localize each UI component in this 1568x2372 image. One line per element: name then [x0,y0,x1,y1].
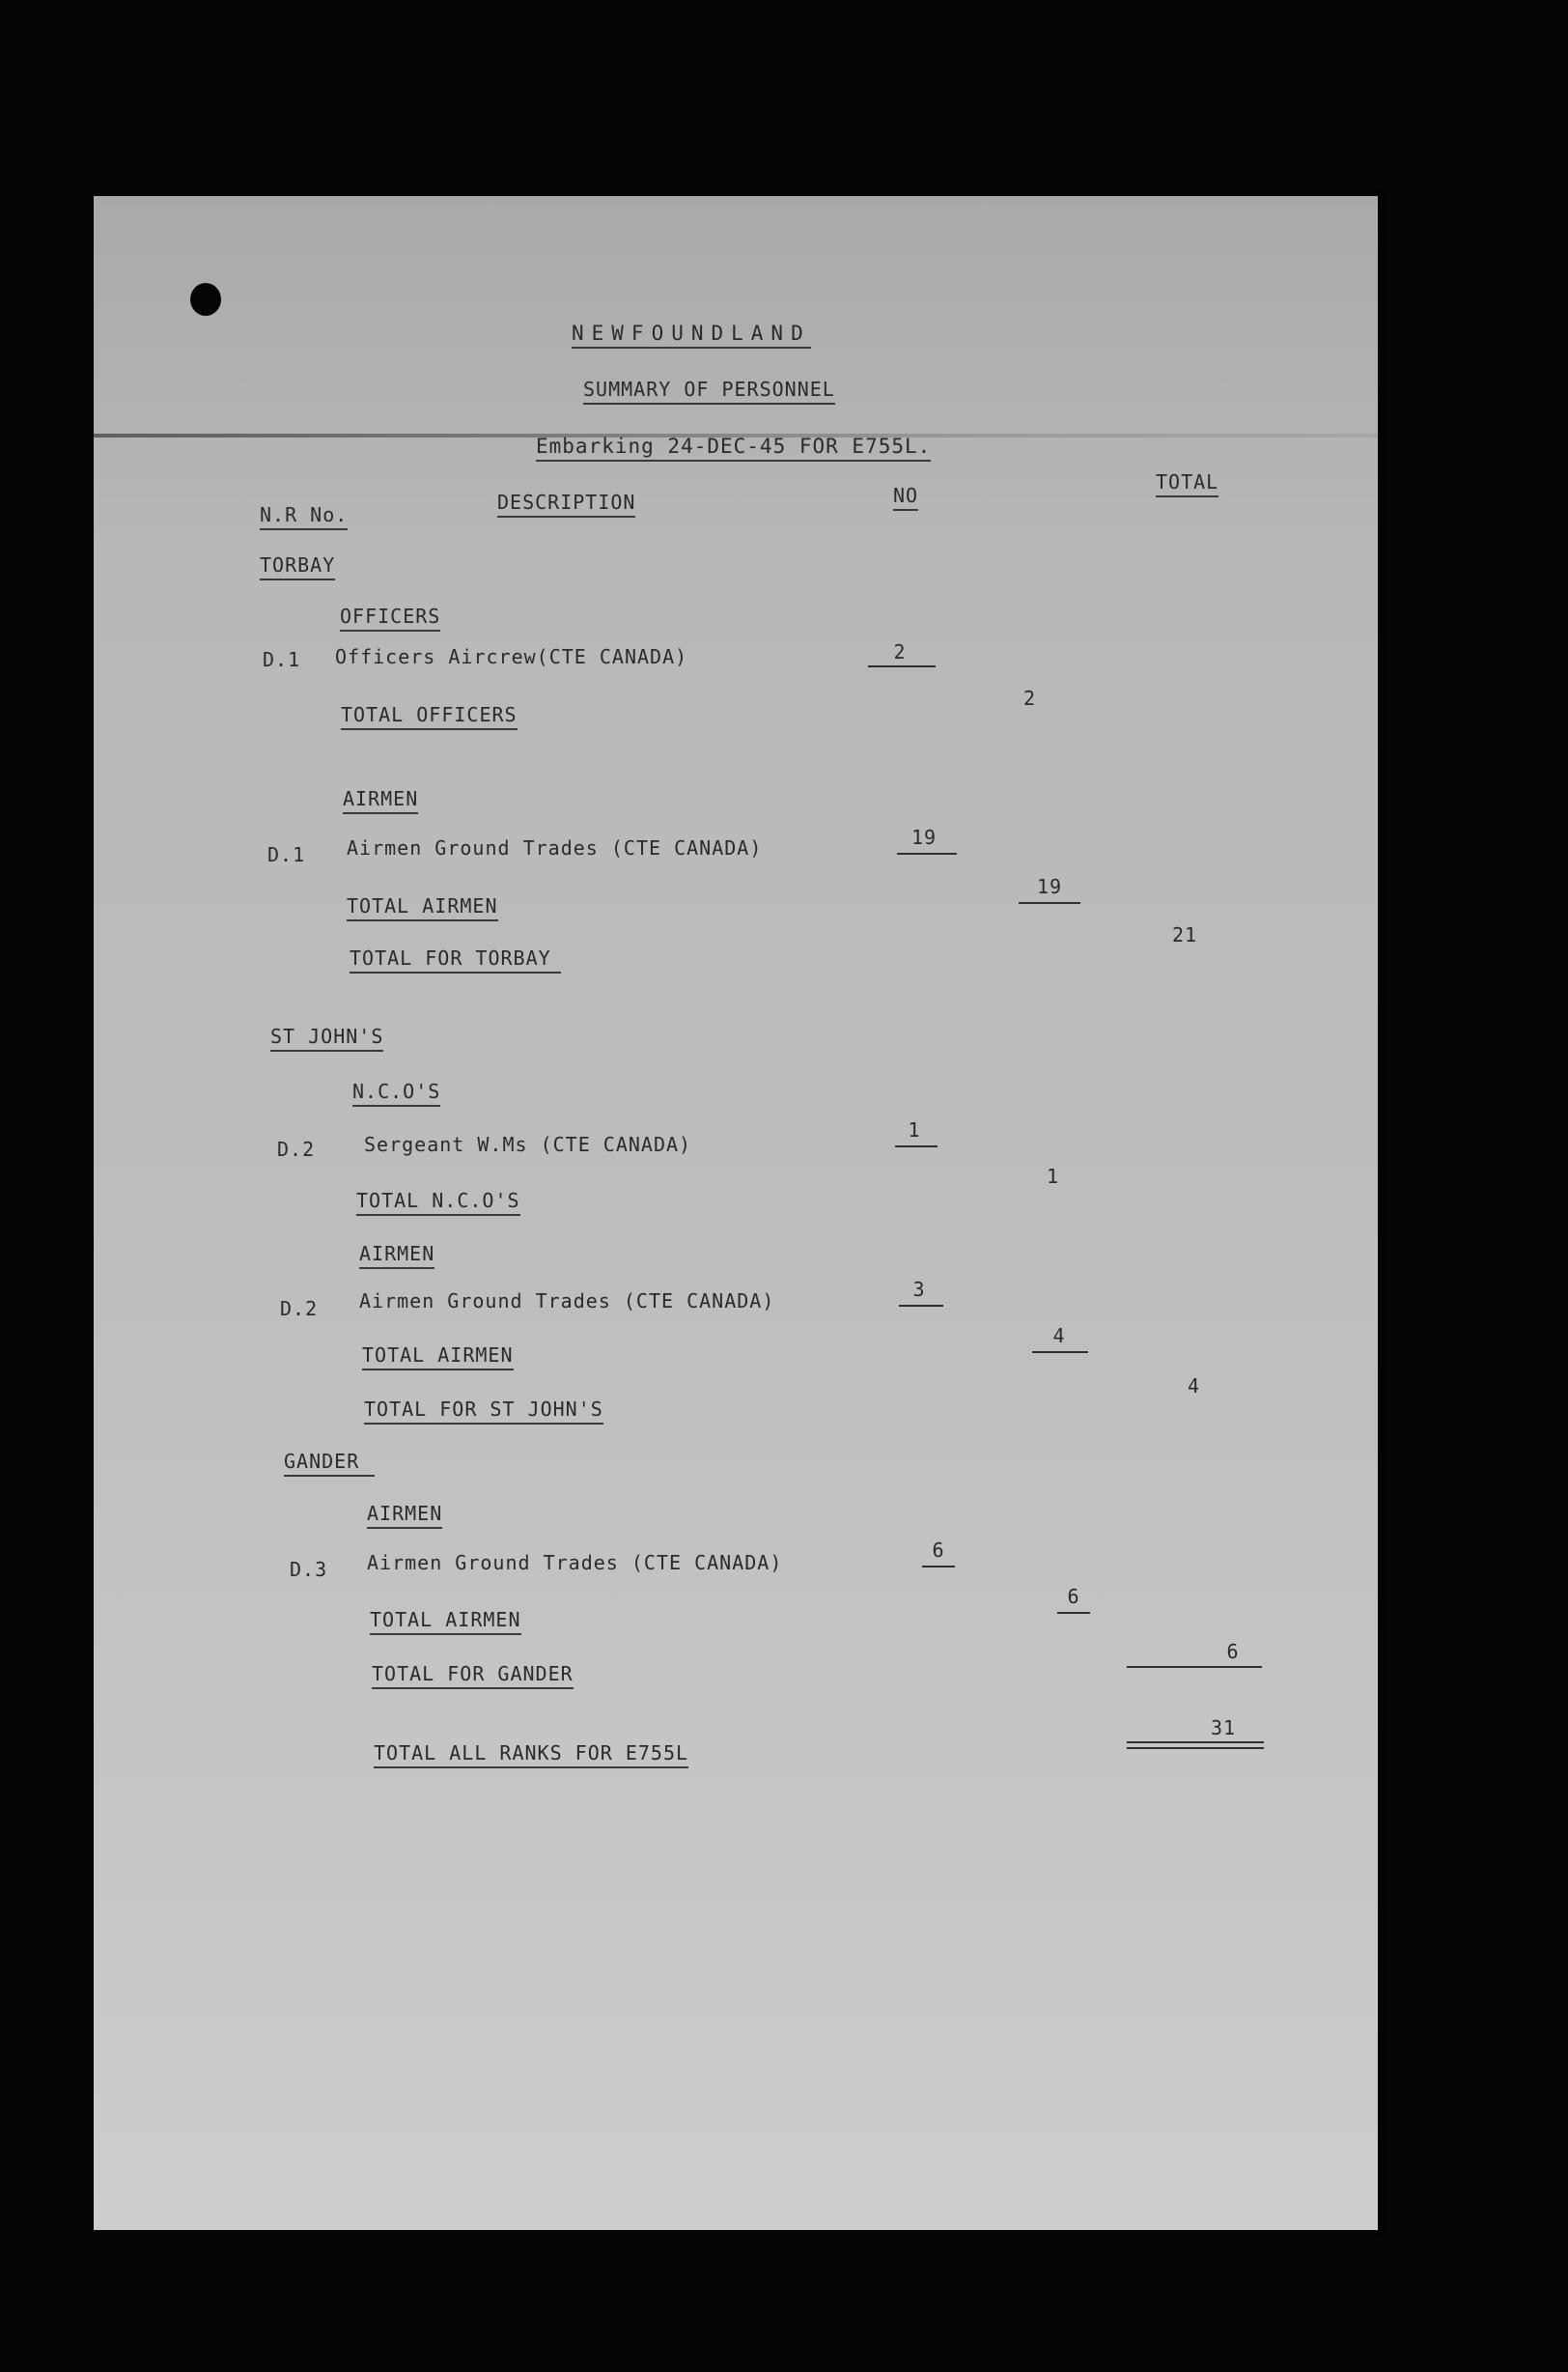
section-torbay: TORBAY [260,553,335,580]
row-code: D.1 [263,648,301,671]
total-airmen-label: TOTAL AIRMEN [347,894,498,921]
row-code: D.2 [277,1138,316,1161]
subsection-officers: OFFICERS [340,605,440,632]
row-code: D.2 [280,1297,319,1320]
underline [1127,1666,1262,1668]
total-airmen-value: 4 [1052,1324,1066,1347]
section-gander: GANDER [284,1450,375,1477]
document-subtitle: SUMMARY OF PERSONNEL [583,378,835,405]
section-st-johns: ST JOHN'S [270,1025,383,1052]
underline [1057,1612,1090,1614]
total-officers-value: 2 [1023,687,1037,710]
subsection-airmen: AIRMEN [359,1242,434,1269]
total-torbay-value: 21 [1172,923,1198,946]
underline [897,853,957,855]
underline [868,665,936,667]
column-description: DESCRIPTION [497,491,635,518]
row-code: D.1 [267,843,306,866]
total-gander-value: 6 [1226,1640,1240,1663]
row-number: 1 [908,1118,921,1142]
total-airmen-value: 6 [1067,1585,1080,1608]
embarking-line: Embarking 24-DEC-45 FOR E755L. [536,435,931,462]
grand-total-label: TOTAL ALL RANKS FOR E755L [374,1741,688,1768]
row-description: Airmen Ground Trades (CTE CANADA) [347,836,763,860]
total-gander-label: TOTAL FOR GANDER [372,1662,574,1689]
total-ncos-value: 1 [1047,1165,1060,1188]
punch-hole [190,283,221,316]
underline [1032,1351,1088,1353]
row-number: 6 [932,1539,945,1562]
total-ncos-label: TOTAL N.C.O'S [356,1189,520,1216]
subsection-airmen: AIRMEN [343,787,418,814]
row-number: 19 [910,826,938,849]
column-nr: N.R No. [260,503,348,530]
underline [922,1566,955,1567]
total-airmen-label: TOTAL AIRMEN [362,1343,514,1370]
row-number: 3 [912,1278,926,1301]
double-underline [1127,1741,1264,1749]
subsection-ncos: N.C.O'S [352,1080,440,1107]
column-total: TOTAL [1156,470,1218,497]
grand-total-value: 31 [1210,1716,1237,1739]
column-no: NO [893,484,918,511]
underline [1019,902,1080,904]
row-description: Airmen Ground Trades (CTE CANADA) [367,1551,783,1574]
row-description: Sergeant W.Ms (CTE CANADA) [364,1133,692,1156]
document-title: NEWFOUNDLAND [572,322,811,349]
total-st-johns-label: TOTAL FOR ST JOHN'S [364,1398,603,1425]
row-code: D.3 [290,1558,328,1581]
underline [895,1145,938,1147]
total-st-johns-value: 4 [1188,1374,1201,1398]
total-airmen-label: TOTAL AIRMEN [370,1608,521,1635]
row-description: Officers Aircrew(CTE CANADA) [335,645,688,668]
total-torbay-label: TOTAL FOR TORBAY [350,946,561,974]
document-page [94,196,1378,2230]
row-description: Airmen Ground Trades (CTE CANADA) [359,1289,775,1313]
total-officers-label: TOTAL OFFICERS [341,703,518,730]
total-airmen-value: 19 [1036,875,1063,898]
row-number: 2 [893,640,907,664]
underline [899,1305,943,1307]
subsection-airmen: AIRMEN [367,1502,442,1529]
